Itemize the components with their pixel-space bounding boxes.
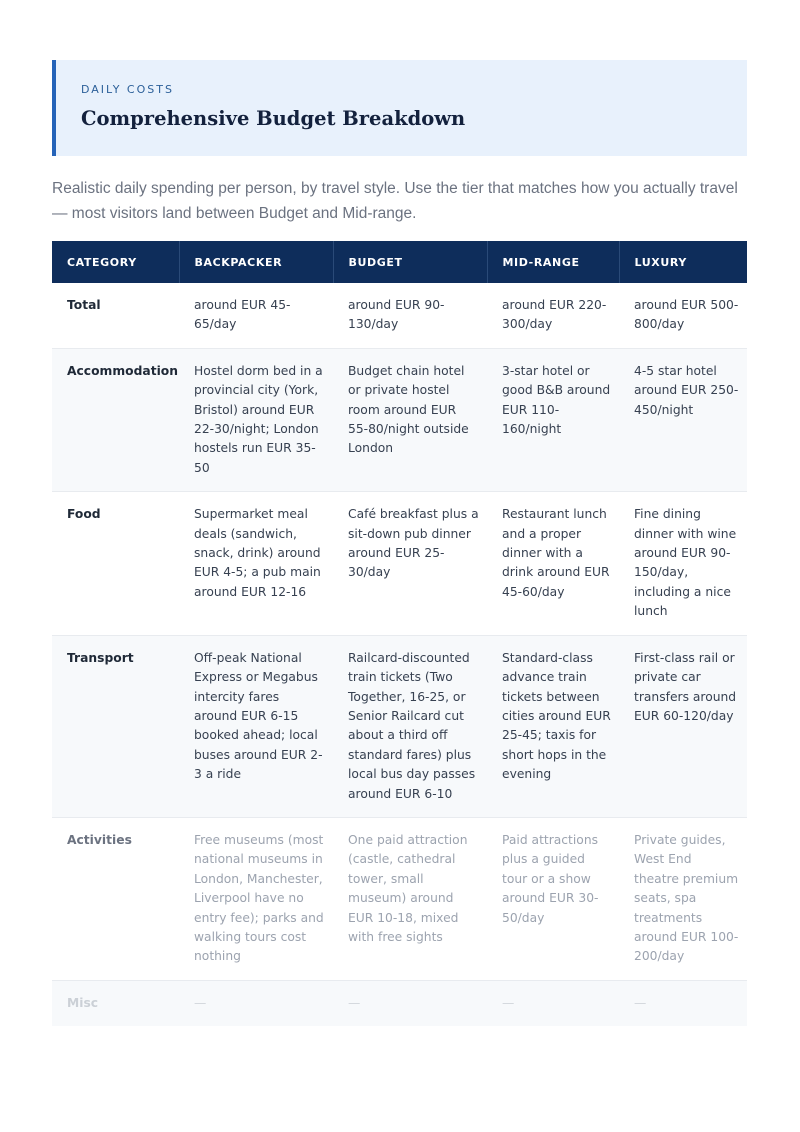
- row-category: Total: [52, 283, 179, 348]
- header-backpacker: BACKPACKER: [179, 241, 333, 283]
- table-row: [52, 817, 747, 980]
- row-category: Misc: [52, 980, 179, 1026]
- row-category: Transport: [52, 635, 179, 817]
- table-row: [52, 283, 747, 348]
- cell-midrange: 3-star hotel or good B&B around EUR 110-160/night: [487, 348, 619, 491]
- cell-luxury: 4-5 star hotel around EUR 250-450/night: [619, 348, 747, 491]
- cell-midrange: Paid attractions plus a guided tour or a show around EUR 30-50/day: [487, 817, 619, 980]
- cell-budget: Café breakfast plus a sit-down pub dinner around EUR 25-30/day: [333, 492, 487, 635]
- section-header: [52, 60, 747, 156]
- cell-luxury: —: [619, 980, 747, 1026]
- table-row: [52, 492, 747, 635]
- cell-budget: —: [333, 980, 487, 1026]
- budget-table: [52, 241, 747, 1026]
- cell-luxury: Fine dining dinner with wine around EUR 90-150/day, including a nice lunch: [619, 492, 747, 635]
- cell-backpacker: —: [179, 980, 333, 1026]
- header-midrange: MID-RANGE: [487, 241, 619, 283]
- table-row: [52, 635, 747, 817]
- cell-midrange: Restaurant lunch and a proper dinner with a drink around EUR 45-60/day: [487, 492, 619, 635]
- row-category: Activities: [52, 817, 179, 980]
- cell-backpacker: around EUR 45-65/day: [179, 283, 333, 348]
- cell-luxury: around EUR 500-800/day: [619, 283, 747, 348]
- cell-backpacker: Off-peak National Express or Megabus intercity fares around EUR 6-15 booked ahead; local buses around EUR 2-3 a ride: [179, 635, 333, 817]
- table-row: [52, 980, 747, 1026]
- row-category: Accommodation: [52, 348, 179, 491]
- cell-budget: Budget chain hotel or private hostel room around EUR 55-80/night outside London: [333, 348, 487, 491]
- cell-midrange: —: [487, 980, 619, 1026]
- cell-budget: One paid attraction (castle, cathedral tower, small museum) around EUR 10-18, mixed with free sights: [333, 817, 487, 980]
- cell-midrange: around EUR 220-300/day: [487, 283, 619, 348]
- cell-backpacker: Supermarket meal deals (sandwich, snack, drink) around EUR 4-5; a pub main around EUR 12-16: [179, 492, 333, 635]
- header-luxury: LUXURY: [619, 241, 747, 283]
- cell-backpacker: Free museums (most national museums in London, Manchester, Liverpool have no entry fee); parks and walking tours cost nothing: [179, 817, 333, 980]
- intro-paragraph: Realistic daily spending per person, by travel style. Use the tier that matches how you actually travel — most visitors land between Budget and Mid-range.: [52, 180, 738, 222]
- page-title: Comprehensive Budget Breakdown: [81, 107, 466, 130]
- row-category: Food: [52, 492, 179, 635]
- table-row: [52, 348, 747, 491]
- cell-backpacker: Hostel dorm bed in a provincial city (York, Bristol) around EUR 22-30/night; London hostels run EUR 35-50: [179, 348, 333, 491]
- cell-midrange: Standard-class advance train tickets between cities around EUR 25-45; taxis for short hops in the evening: [487, 635, 619, 817]
- header-category: CATEGORY: [52, 241, 179, 283]
- cell-budget: around EUR 90-130/day: [333, 283, 487, 348]
- eyebrow-label: DAILY COSTS: [81, 83, 174, 96]
- table-header-row: [52, 241, 747, 283]
- cell-budget: Railcard-discounted train tickets (Two Together, 16-25, or Senior Railcard cut about a third off standard fares) plus local bus day passes around EUR 6-10: [333, 635, 487, 817]
- cell-luxury: Private guides, West End theatre premium seats, spa treatments around EUR 100-200/day: [619, 817, 747, 980]
- header-budget: BUDGET: [333, 241, 487, 283]
- cell-luxury: First-class rail or private car transfers around EUR 60-120/day: [619, 635, 747, 817]
